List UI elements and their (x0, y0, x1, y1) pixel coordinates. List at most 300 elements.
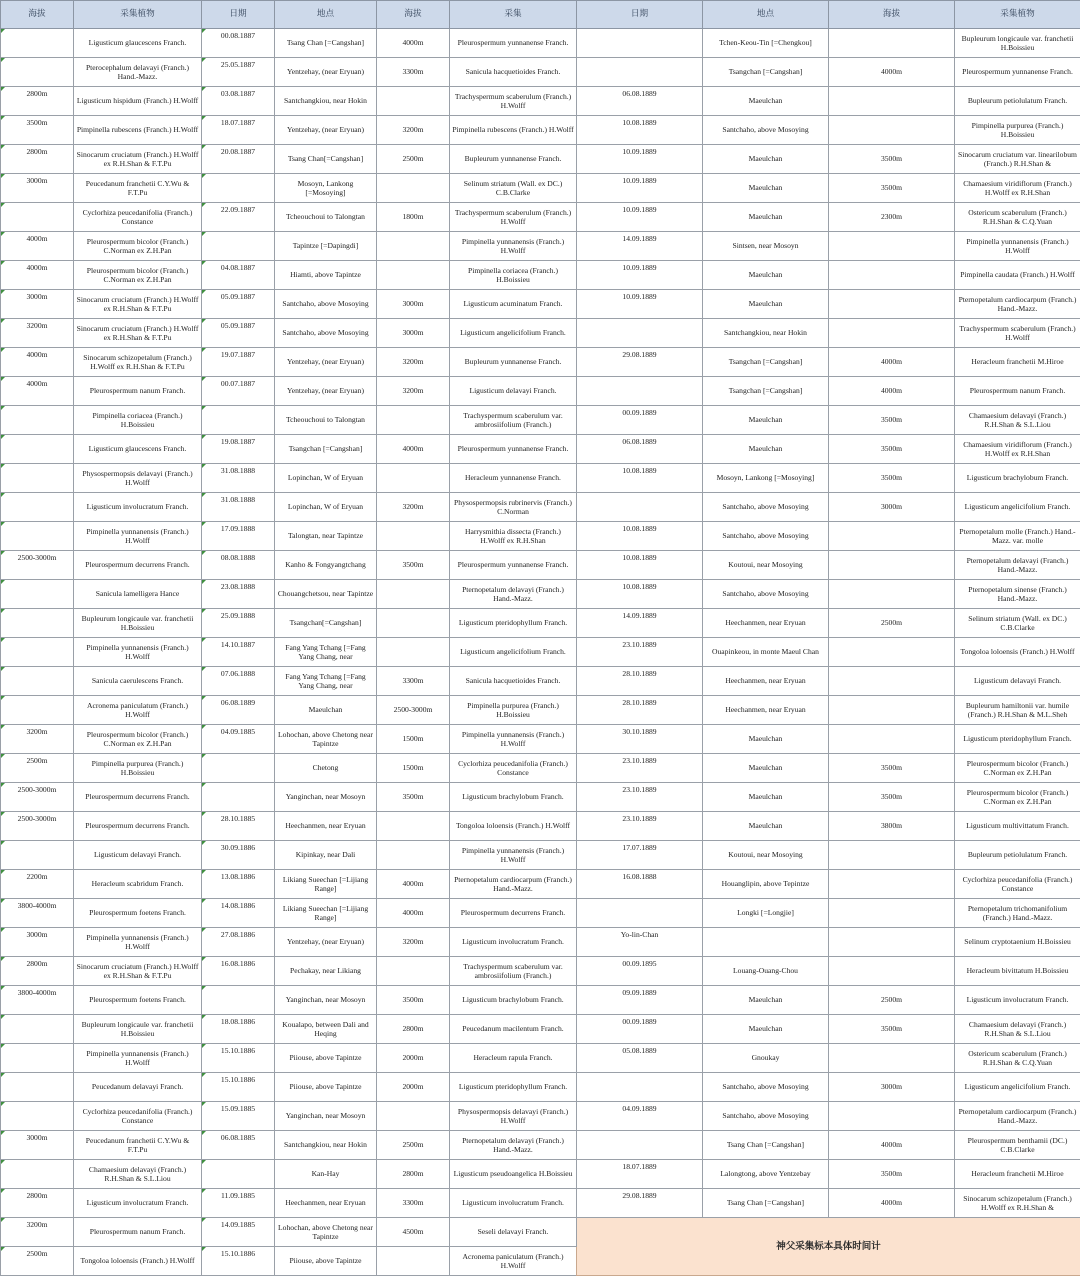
location-cell: Yentzehay, (near Eryuan) (275, 377, 377, 406)
table-row (1, 667, 1080, 696)
altitude-cell (829, 290, 955, 319)
plant-cell: Sanicula hacquetioides Franch. (450, 667, 577, 696)
altitude-cell: 3000m (1, 928, 74, 957)
plant-cell: Selinum striatum (Wall. ex DC.) C.B.Clarke (955, 609, 1080, 638)
table-row (1, 1073, 1080, 1102)
date-cell: 27.08.1886 (202, 928, 275, 957)
date-cell (577, 58, 703, 87)
plant-cell: Heracleum bivittatum H.Boissieu (955, 957, 1080, 986)
plant-cell: Pleurospermum decurrens Franch. (450, 899, 577, 928)
date-cell: 05.09.1887 (202, 290, 275, 319)
altitude-cell: 4000m (1, 232, 74, 261)
date-cell: Yo-lin-Chan (577, 928, 703, 957)
location-cell: Chouangchetsou, near Tapintze (275, 580, 377, 609)
plant-cell: Ligusticum involucratum Franch. (450, 1189, 577, 1218)
location-cell: Maeulchan (703, 725, 829, 754)
altitude-cell (829, 116, 955, 145)
cell-marker (202, 522, 206, 526)
cell-marker (1, 986, 5, 990)
location-cell: Maeulchan (703, 174, 829, 203)
cell-marker (1, 319, 5, 323)
plant-cell: Bupleurum petiolulatum Franch. (955, 87, 1080, 116)
table-row (1, 116, 1080, 145)
plant-cell: Ligusticum pteridophyllum Franch. (450, 1073, 577, 1102)
date-cell (577, 377, 703, 406)
plant-cell: Trachyspermum scaberulum var. ambrosiifolium (Franch.) (450, 406, 577, 435)
location-cell: Hiamti, above Tapintze (275, 261, 377, 290)
location-cell: Koutoui, near Mosoying (703, 841, 829, 870)
cell-marker (202, 145, 206, 149)
plant-cell: Tongoloa loloensis (Franch.) H.Wolff (450, 812, 577, 841)
plant-cell: Ligusticum involucratum Franch. (955, 986, 1080, 1015)
table-row (1, 841, 1080, 870)
altitude-cell: 3500m (829, 783, 955, 812)
altitude-cell: 3000m (377, 319, 450, 348)
plant-cell: Peucedanum macilentum Franch. (450, 1015, 577, 1044)
altitude-cell: 4500m (377, 1218, 450, 1247)
altitude-cell (377, 261, 450, 290)
altitude-cell (377, 638, 450, 667)
altitude-cell: 3500m (829, 1160, 955, 1189)
date-cell: 10.08.1889 (577, 522, 703, 551)
altitude-cell (377, 580, 450, 609)
date-cell (202, 232, 275, 261)
table-row (1, 725, 1080, 754)
cell-marker (202, 1189, 206, 1193)
date-cell: 17.07.1889 (577, 841, 703, 870)
altitude-cell (829, 580, 955, 609)
cell-marker (202, 464, 206, 468)
location-cell: Yentzehay, (near Eryuan) (275, 928, 377, 957)
plant-cell: Pimpinella rubescens (Franch.) H.Wolff (74, 116, 202, 145)
location-cell: Santchangkiou, near Hokin (703, 319, 829, 348)
plant-cell: Pternopetalum delavayi (Franch.) Hand.-Mazz. (955, 551, 1080, 580)
plant-cell: Ligusticum delavayi Franch. (450, 377, 577, 406)
table-row (1, 638, 1080, 667)
location-cell: Likiang Sueechan [=Lijiang Range] (275, 870, 377, 899)
plant-cell: Ostericum scaberulum (Franch.) R.H.Shan & C.Q.Yuan (955, 203, 1080, 232)
plant-cell: Pterocephalum delavayi (Franch.) Hand.-Mazz. (74, 58, 202, 87)
plant-cell: Bupleurum yunnanense Franch. (450, 348, 577, 377)
location-cell: Lopinchan, W of Eryuan (275, 464, 377, 493)
note-label: 神父采集标本具体时间计 (577, 1218, 1080, 1276)
plant-cell: Sinocarum schizopetalum (Franch.) H.Wolff ex R.H.Shan & (955, 1189, 1080, 1218)
cell-marker (202, 1218, 206, 1222)
table-row (1, 464, 1080, 493)
date-cell: 19.07.1887 (202, 348, 275, 377)
table-row (1, 580, 1080, 609)
cell-marker (1, 638, 5, 642)
cell-marker (1, 1102, 5, 1106)
plant-cell: Sinocarum cruciatum (Franch.) H.Wolff ex R.H.Shan & F.T.Pu (74, 957, 202, 986)
cell-marker (202, 290, 206, 294)
cell-marker (1, 406, 5, 410)
plant-cell: Tongoloa loloensis (Franch.) H.Wolff (74, 1247, 202, 1276)
location-cell: Tchen-Keou-Tin [=Chengkou] (703, 29, 829, 58)
date-cell: 31.08.1888 (202, 493, 275, 522)
altitude-cell (1, 493, 74, 522)
cell-marker (1, 551, 5, 555)
table-row (1, 551, 1080, 580)
altitude-cell (377, 1102, 450, 1131)
location-cell: Yanginchan, near Mosoyn (275, 783, 377, 812)
altitude-cell: 3200m (1, 319, 74, 348)
location-cell: Houanglipin, above Tepintze (703, 870, 829, 899)
date-header: 日期 (202, 1, 275, 29)
location-cell: Longki [=Longjie] (703, 899, 829, 928)
plant-cell: Bupleurum yunnanense Franch. (450, 145, 577, 174)
altitude-cell: 3200m (1, 725, 74, 754)
plant-cell: Heracleum franchetii M.Hiroe (955, 1160, 1080, 1189)
table-row (1, 1160, 1080, 1189)
date-cell: 19.08.1887 (202, 435, 275, 464)
table-row (1, 696, 1080, 725)
cell-marker (1, 1131, 5, 1135)
plant-header: 采集植物 (74, 1, 202, 29)
cell-marker (1, 1044, 5, 1048)
location-cell: Fang Yang Tchang [=Fang Yang Chang, near (275, 667, 377, 696)
location-cell: Maeulchan (703, 87, 829, 116)
table-row (1, 290, 1080, 319)
date-cell: 06.08.1889 (577, 435, 703, 464)
date-cell: 00.09.1889 (577, 406, 703, 435)
plant-cell: Sinocarum schizopetalum (Franch.) H.Wolff ex R.H.Shan & F.T.Pu (74, 348, 202, 377)
altitude-cell (1, 1044, 74, 1073)
location-cell: Heechanmen, near Eryuan (703, 667, 829, 696)
altitude-header: 海拔 (829, 1, 955, 29)
altitude-cell (1, 522, 74, 551)
plant-cell: Bupleurum hamiltonii var. humile (Franch.) R.H.Shan & M.L.Sheh (955, 696, 1080, 725)
date-cell: 00.07.1887 (202, 377, 275, 406)
date-cell: 00.08.1887 (202, 29, 275, 58)
altitude-cell (1, 1160, 74, 1189)
plant-cell: Pternopetalum delavayi (Franch.) Hand.-Mazz. (450, 1131, 577, 1160)
location-cell: Kan-Hay (275, 1160, 377, 1189)
altitude-cell: 1500m (377, 754, 450, 783)
altitude-cell (377, 957, 450, 986)
plant-cell: Cyclorhiza peucedanifolia (Franch.) Constance (74, 203, 202, 232)
cell-marker (1, 290, 5, 294)
location-cell: Heechanmen, near Eryuan (703, 609, 829, 638)
date-cell: 23.10.1889 (577, 812, 703, 841)
altitude-cell: 4000m (377, 899, 450, 928)
altitude-cell (377, 812, 450, 841)
table-row (1, 783, 1080, 812)
cell-marker (1, 1160, 5, 1164)
plant-cell: Pternopetalum cardiocarpum (Franch.) Hand.-Mazz. (955, 1102, 1080, 1131)
date-cell: 18.07.1889 (577, 1160, 703, 1189)
cell-marker (1, 174, 5, 178)
date-cell: 04.08.1887 (202, 261, 275, 290)
altitude-cell: 3500m (829, 464, 955, 493)
plant-cell: Ligusticum brachylobum Franch. (450, 986, 577, 1015)
altitude-cell: 3200m (377, 348, 450, 377)
table-row (1, 1044, 1080, 1073)
plant-cell: Sanicula caerulescens Franch. (74, 667, 202, 696)
altitude-cell: 2200m (1, 870, 74, 899)
location-cell: Yanginchan, near Mosoyn (275, 1102, 377, 1131)
plant-cell: Pternopetalum cardiocarpum (Franch.) Hand.-Mazz. (955, 290, 1080, 319)
location-cell: Maeulchan (703, 290, 829, 319)
date-cell: 22.09.1887 (202, 203, 275, 232)
cell-marker (1, 493, 5, 497)
plant-cell: Tongoloa loloensis (Franch.) H.Wolff (955, 638, 1080, 667)
date-cell (202, 1160, 275, 1189)
altitude-cell (377, 406, 450, 435)
date-cell: 07.06.1888 (202, 667, 275, 696)
altitude-cell: 3300m (377, 1189, 450, 1218)
cell-marker (1, 870, 5, 874)
date-cell (202, 986, 275, 1015)
altitude-cell: 3500m (377, 986, 450, 1015)
cell-marker (1, 812, 5, 816)
date-cell: 08.08.1888 (202, 551, 275, 580)
plant-cell: Cyclorhiza peucedanifolia (Franch.) Constance (955, 870, 1080, 899)
location-cell: Louang-Ouang-Chou (703, 957, 829, 986)
cell-marker (202, 1160, 206, 1164)
location-header: 地点 (703, 1, 829, 29)
date-cell: 14.10.1887 (202, 638, 275, 667)
cell-marker (1, 725, 5, 729)
plant-cell: Selinum striatum (Wall. ex DC.) C.B.Clarke (450, 174, 577, 203)
altitude-cell: 3000m (829, 1073, 955, 1102)
altitude-cell: 2500-3000m (377, 696, 450, 725)
location-cell: Mosoyn, Lankong [=Mosoying] (275, 174, 377, 203)
altitude-cell: 4000m (1, 348, 74, 377)
altitude-cell (377, 174, 450, 203)
cell-marker (202, 638, 206, 642)
plant-cell: Pleurospermum bicolor (Franch.) C.Norman ex Z.H.Pan (74, 725, 202, 754)
altitude-cell: 2500m (377, 1131, 450, 1160)
location-cell: Tcheouchoui to Talongtan (275, 203, 377, 232)
cell-marker (1, 1218, 5, 1222)
altitude-cell (1, 464, 74, 493)
altitude-cell: 3200m (377, 493, 450, 522)
altitude-cell: 2500m (377, 145, 450, 174)
plant-cell: Pleurospermum benthamii (DC.) C.B.Clarke (955, 1131, 1080, 1160)
cell-marker (202, 348, 206, 352)
plant-cell: Sanicula hacquetioides Franch. (450, 58, 577, 87)
altitude-cell: 3300m (377, 667, 450, 696)
location-cell: Mosoyn, Lankong [=Mosoying] (703, 464, 829, 493)
altitude-cell (377, 1247, 450, 1276)
altitude-cell (377, 87, 450, 116)
altitude-cell (829, 551, 955, 580)
table-row (1, 1189, 1080, 1218)
date-cell: 23.08.1888 (202, 580, 275, 609)
location-cell: Maeulchan (703, 406, 829, 435)
location-cell: Sintsen, near Mosoyn (703, 232, 829, 261)
location-cell: Tsang Chan [=Cangshan] (703, 1189, 829, 1218)
date-cell: 13.08.1886 (202, 870, 275, 899)
table-row (1, 406, 1080, 435)
plant-cell: Trachyspermum scaberulum (Franch.) H.Wolff (450, 203, 577, 232)
cell-marker (1, 609, 5, 613)
plant-cell: Pleurospermum foetens Franch. (74, 986, 202, 1015)
location-cell: Piiouse, above Tapintze (275, 1247, 377, 1276)
date-cell (577, 1073, 703, 1102)
plant-cell: Heracleum yunnanense Franch. (450, 464, 577, 493)
plant-cell: Pternopetalum cardiocarpum (Franch.) Hand.-Mazz. (450, 870, 577, 899)
altitude-cell: 1500m (377, 725, 450, 754)
table-row (1, 754, 1080, 783)
altitude-cell (829, 667, 955, 696)
cell-marker (1, 377, 5, 381)
plant-cell: Ostericum scaberulum (Franch.) R.H.Shan & C.Q.Yuan (955, 1044, 1080, 1073)
table-row (1, 957, 1080, 986)
table-row (1, 1102, 1080, 1131)
altitude-cell: 3500m (829, 1015, 955, 1044)
plant-cell: Ligusticum pteridophyllum Franch. (955, 725, 1080, 754)
date-cell: 10.09.1889 (577, 203, 703, 232)
plant-cell: Pimpinella purpurea (Franch.) H.Boissieu (955, 116, 1080, 145)
location-cell: Gnoukay (703, 1044, 829, 1073)
altitude-cell (377, 841, 450, 870)
location-cell: Kanho & Fongyangtchang (275, 551, 377, 580)
plant-cell: Peucedanum delavayi Franch. (74, 1073, 202, 1102)
table-row (1, 29, 1080, 58)
plant-cell: Peucedanum franchetii C.Y.Wu & F.T.Pu (74, 1131, 202, 1160)
table-row (1, 87, 1080, 116)
cell-marker (202, 986, 206, 990)
plant-cell: Acronema paniculatum (Franch.) H.Wolff (74, 696, 202, 725)
plant-cell: Pimpinella yunnanensis (Franch.) H.Wolff (450, 841, 577, 870)
cell-marker (1, 1247, 5, 1251)
date-cell: 04.09.1885 (202, 725, 275, 754)
location-cell: Santchangkiou, near Hokin (275, 1131, 377, 1160)
altitude-cell (1, 580, 74, 609)
location-cell: Tsangchan [=Cangshan] (703, 348, 829, 377)
cell-marker (202, 58, 206, 62)
cell-marker (1, 899, 5, 903)
cell-marker (202, 725, 206, 729)
plant-cell: Ligusticum delavayi Franch. (74, 841, 202, 870)
table-row (1, 145, 1080, 174)
date-cell: 11.09.1885 (202, 1189, 275, 1218)
plant-cell: Ligusticum acuminatum Franch. (450, 290, 577, 319)
date-cell: 10.09.1889 (577, 174, 703, 203)
cell-marker (202, 551, 206, 555)
location-cell: Tsangchan [=Cangshan] (703, 58, 829, 87)
cell-marker (202, 870, 206, 874)
date-cell (577, 899, 703, 928)
altitude-cell: 2800m (1, 87, 74, 116)
altitude-cell: 2800m (377, 1015, 450, 1044)
plant-cell: Selinum cryptotaenium H.Boissieu (955, 928, 1080, 957)
location-cell: Maeulchan (703, 203, 829, 232)
table-row (1, 377, 1080, 406)
location-cell: Maeulchan (703, 261, 829, 290)
altitude-cell: 4000m (377, 435, 450, 464)
altitude-cell (829, 29, 955, 58)
altitude-cell (1, 29, 74, 58)
cell-marker (202, 1073, 206, 1077)
table-row (1, 203, 1080, 232)
altitude-cell (829, 638, 955, 667)
date-cell: 00.09.1889 (577, 1015, 703, 1044)
location-cell: Yentzehay, (near Eryuan) (275, 348, 377, 377)
date-cell: 14.09.1889 (577, 609, 703, 638)
table-row (1, 174, 1080, 203)
plant-cell: Pimpinella yunnanensis (Franch.) H.Wolff (74, 928, 202, 957)
plant-cell: Cyclorhiza peucedanifolia (Franch.) Constance (450, 754, 577, 783)
altitude-cell: 4000m (829, 377, 955, 406)
location-cell: Santchaho, above Mosoying (703, 116, 829, 145)
altitude-cell: 4000m (1, 377, 74, 406)
cell-marker (1, 232, 5, 236)
altitude-cell (377, 522, 450, 551)
cell-marker (202, 232, 206, 236)
date-cell: 05.09.1887 (202, 319, 275, 348)
altitude-cell: 3500m (377, 551, 450, 580)
date-cell: 06.08.1889 (577, 87, 703, 116)
plant-cell: Pleurospermum bicolor (Franch.) C.Norman ex Z.H.Pan (74, 232, 202, 261)
altitude-cell (1, 1102, 74, 1131)
table-row (1, 870, 1080, 899)
plant-cell: Ligusticum involucratum Franch. (74, 493, 202, 522)
date-cell (202, 783, 275, 812)
plant-cell: Ligusticum hispidum (Franch.) H.Wolff (74, 87, 202, 116)
cell-marker (1, 261, 5, 265)
plant-cell: Pimpinella yunnanensis (Franch.) H.Wolff (450, 725, 577, 754)
altitude-cell: 2800m (1, 145, 74, 174)
altitude-cell (377, 609, 450, 638)
cell-marker (202, 435, 206, 439)
altitude-cell: 2500-3000m (1, 783, 74, 812)
altitude-cell (829, 87, 955, 116)
table-row (1, 319, 1080, 348)
location-cell: Piiouse, above Tapintze (275, 1073, 377, 1102)
date-cell: 10.09.1889 (577, 261, 703, 290)
altitude-cell: 2800m (1, 957, 74, 986)
plant-cell: Pleurospermum bicolor (Franch.) C.Norman ex Z.H.Pan (955, 754, 1080, 783)
table-row (1, 1015, 1080, 1044)
plant-cell: Ligusticum angelicifolium Franch. (955, 1073, 1080, 1102)
location-cell: Santchaho, above Mosoying (703, 1073, 829, 1102)
plant-cell: Pleurospermum bicolor (Franch.) C.Norman ex Z.H.Pan (955, 783, 1080, 812)
table-row (1, 493, 1080, 522)
cell-marker (1, 754, 5, 758)
altitude-cell (829, 928, 955, 957)
plant-cell: Pimpinella yunnanensis (Franch.) H.Wolff (74, 638, 202, 667)
plant-cell: Sinocarum cruciatum (Franch.) H.Wolff ex R.H.Shan & F.T.Pu (74, 145, 202, 174)
plant-cell: Trachyspermum scaberulum var. ambrosiifolium (Franch.) (450, 957, 577, 986)
table-row (1, 1131, 1080, 1160)
altitude-cell (1, 435, 74, 464)
cell-marker (1, 464, 5, 468)
plant-cell: Pleurospermum decurrens Franch. (74, 812, 202, 841)
location-cell: Maeulchan (703, 145, 829, 174)
cell-marker (1, 957, 5, 961)
plant-cell: Physospermopsis delavayi (Franch.) H.Wolff (450, 1102, 577, 1131)
date-cell: 20.08.1887 (202, 145, 275, 174)
plant-cell: Trachyspermum scaberulum (Franch.) H.Wolff (955, 319, 1080, 348)
altitude-cell: 3500m (829, 174, 955, 203)
date-cell: 10.08.1889 (577, 464, 703, 493)
cell-marker (202, 203, 206, 207)
altitude-cell: 3800-4000m (1, 986, 74, 1015)
date-cell: 29.08.1889 (577, 348, 703, 377)
altitude-cell: 3200m (377, 377, 450, 406)
date-cell: 25.05.1887 (202, 58, 275, 87)
plant-cell: Heracleum rapula Franch. (450, 1044, 577, 1073)
altitude-cell (829, 1102, 955, 1131)
altitude-cell: 3200m (1, 1218, 74, 1247)
date-cell: 05.08.1889 (577, 1044, 703, 1073)
table-row (1, 261, 1080, 290)
altitude-cell (829, 899, 955, 928)
plant-cell: Pleurospermum decurrens Franch. (74, 783, 202, 812)
